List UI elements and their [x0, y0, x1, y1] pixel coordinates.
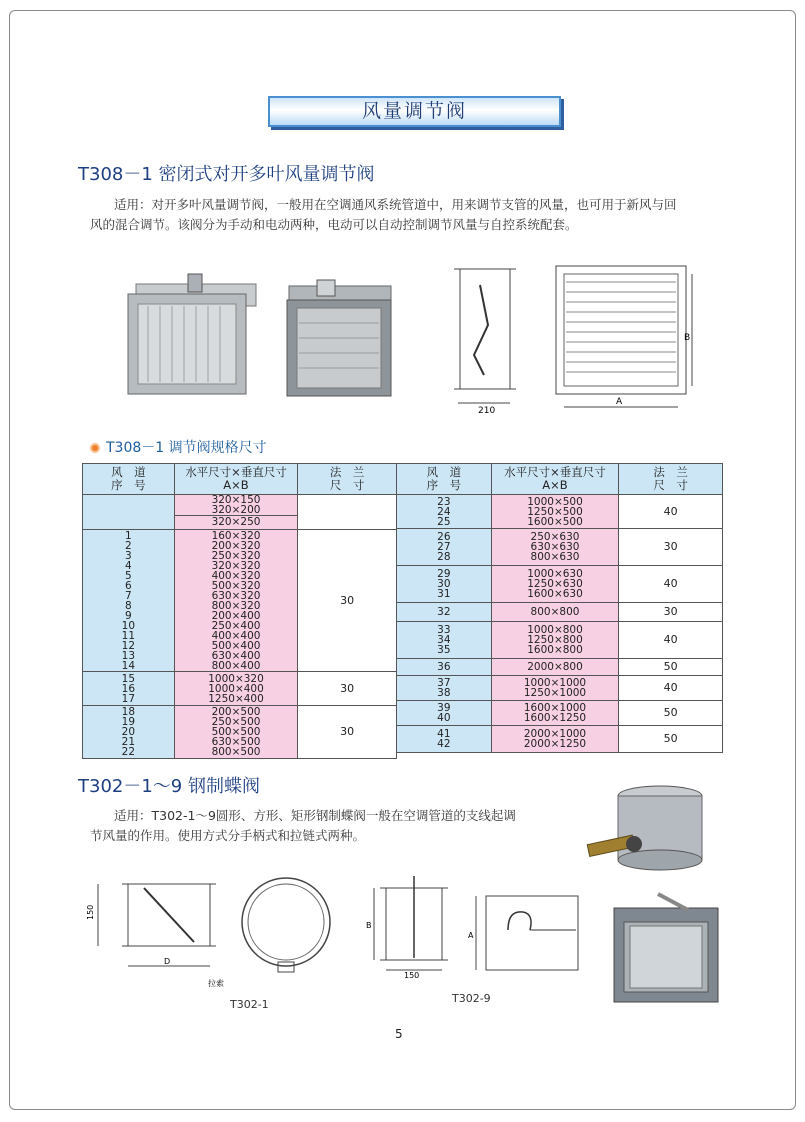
square-valve-photo [608, 888, 724, 1010]
row-size: 1600×1000 1600×1250 [491, 701, 619, 726]
row-no [83, 495, 175, 530]
row-flange: 50 [619, 659, 723, 676]
row-size: 2000×800 [491, 659, 619, 676]
row-size: 160×320 200×320 250×320 320×320 400×320 500×320 630×320 800×320 200×400 250×400 400×400 500×400 630×400 800×400 [174, 530, 298, 672]
row-flange: 30 [619, 529, 723, 566]
row-flange: 40 [619, 622, 723, 659]
round-valve-photo [582, 782, 710, 882]
table-row [397, 676, 723, 701]
row-size: 2000×1000 2000×1250 [491, 726, 619, 753]
row-flange: 40 [619, 566, 723, 603]
row-size: 800×800 [491, 603, 619, 622]
chain-label: 拉索 [208, 979, 224, 988]
banner-title: 风量调节阀 [361, 100, 467, 122]
row-no: 15 16 17 [83, 672, 175, 706]
spec-table-title-text: T308－1 调节阀规格尺寸 [106, 440, 267, 456]
spec-table-left [82, 463, 397, 759]
row-no: 23 24 25 [397, 495, 492, 529]
row-no: 32 [397, 603, 492, 622]
dim-b-label: B [366, 921, 372, 930]
table-row [397, 603, 723, 622]
row-flange: 50 [619, 726, 723, 753]
row-no: 18 19 20 21 22 [83, 706, 175, 759]
header-no: 风 道 序 号 [397, 464, 492, 495]
section1-paragraph-2 [90, 215, 730, 235]
table-row [397, 701, 723, 726]
dim-150-horizontal: 150 [404, 971, 420, 980]
row-flange: 30 [298, 530, 397, 672]
header-size: 水平尺寸×垂直尺寸 A×B [174, 464, 298, 495]
spec-table-title [90, 437, 267, 457]
row-size: 1000×320 1000×400 1250×400 [174, 672, 298, 706]
section1-title: T308－1 密闭式对开多叶风量调节阀 [78, 164, 375, 185]
row-flange: 30 [298, 706, 397, 759]
section2-paragraph [90, 806, 570, 826]
table-row [397, 529, 723, 566]
section1-line-2: 风的混合调节。该阀分为手动和电动两种，电动可以自动控制调节风量与自控系统配套。 [90, 217, 578, 232]
table-row [83, 706, 397, 759]
row-no: 29 30 31 [397, 566, 492, 603]
row-size: 250×630 630×630 800×630 [491, 529, 619, 566]
row-no: 39 40 [397, 701, 492, 726]
header-flange: 法 兰 尺 寸 [619, 464, 723, 495]
damper-front-drawing [536, 262, 698, 417]
spec-table-right [396, 463, 723, 753]
dim-150-vertical: 150 [86, 904, 95, 920]
table-row [83, 530, 397, 672]
row-flange [298, 495, 397, 530]
t302-9-front-drawing [468, 890, 586, 976]
row-size: 320×150 320×200 320×250 [174, 495, 298, 530]
caption-t302-9: T302-9 [452, 992, 491, 1005]
table-row [397, 726, 723, 753]
row-flange: 30 [619, 603, 723, 622]
caption-t302-1: T302-1 [230, 998, 269, 1011]
bullet-icon [90, 443, 100, 453]
section2-title: T302－1～9 钢制蝶阀 [78, 776, 260, 797]
row-flange: 30 [298, 672, 397, 706]
section2-line-1: 适用：T302-1～9圆形、方形、矩形钢制蝶阀一般在空调管道的支线起调 [114, 808, 516, 823]
table-row [397, 622, 723, 659]
row-no: 26 27 28 [397, 529, 492, 566]
header-size: 水平尺寸×垂直尺寸 A×B [491, 464, 619, 495]
damper-photo-1 [118, 272, 260, 397]
damper-side-drawing [450, 265, 520, 415]
row-flange: 50 [619, 701, 723, 726]
table-row [397, 659, 723, 676]
table-header-row [397, 464, 723, 495]
row-no: 1 2 3 4 5 6 7 8 9 10 11 12 13 14 [83, 530, 175, 672]
dim-a-label: A [468, 931, 474, 940]
table-row [397, 495, 723, 529]
row-no: 37 38 [397, 676, 492, 701]
drawing-width-label: A [616, 397, 623, 407]
row-size: 200×500 250×500 500×500 630×500 800×500 [174, 706, 298, 759]
header-no: 风 道 序 号 [83, 464, 175, 495]
section2-paragraph-2 [90, 826, 570, 846]
row-size: 1000×630 1250×630 1600×630 [491, 566, 619, 603]
table-row [397, 566, 723, 603]
row-no: 33 34 35 [397, 622, 492, 659]
page-number: 5 [395, 1027, 403, 1041]
t302-1-side-drawing [84, 874, 224, 994]
row-no: 41 42 [397, 726, 492, 753]
table-row [83, 672, 397, 706]
row-flange: 40 [619, 495, 723, 529]
table-row [83, 495, 397, 530]
t302-1-front-drawing [232, 876, 340, 976]
row-size: 1000×800 1250×800 1600×800 [491, 622, 619, 659]
dim-d-label: D [164, 957, 171, 966]
drawing-height-label: B [684, 333, 691, 343]
section1-line-1: 适用：对开多叶风量调节阀，一般用在空调通风系统管道中，用来调节支管的风量，也可用于新风与回 [114, 197, 677, 212]
page-banner [268, 96, 561, 127]
damper-photo-2 [283, 278, 395, 400]
section2-line-2: 节风量的作用。使用方式分手柄式和拉链式两种。 [90, 828, 366, 843]
table-header-row [83, 464, 397, 495]
header-flange: 法 兰 尺 寸 [298, 464, 397, 495]
section1-paragraph [90, 195, 730, 215]
drawing-depth-label: 210 [478, 406, 496, 415]
t302-9-side-drawing [366, 872, 456, 980]
row-size: 1000×1000 1250×1000 [491, 676, 619, 701]
row-size: 1000×500 1250×500 1600×500 [491, 495, 619, 529]
row-flange: 40 [619, 676, 723, 701]
row-no: 36 [397, 659, 492, 676]
